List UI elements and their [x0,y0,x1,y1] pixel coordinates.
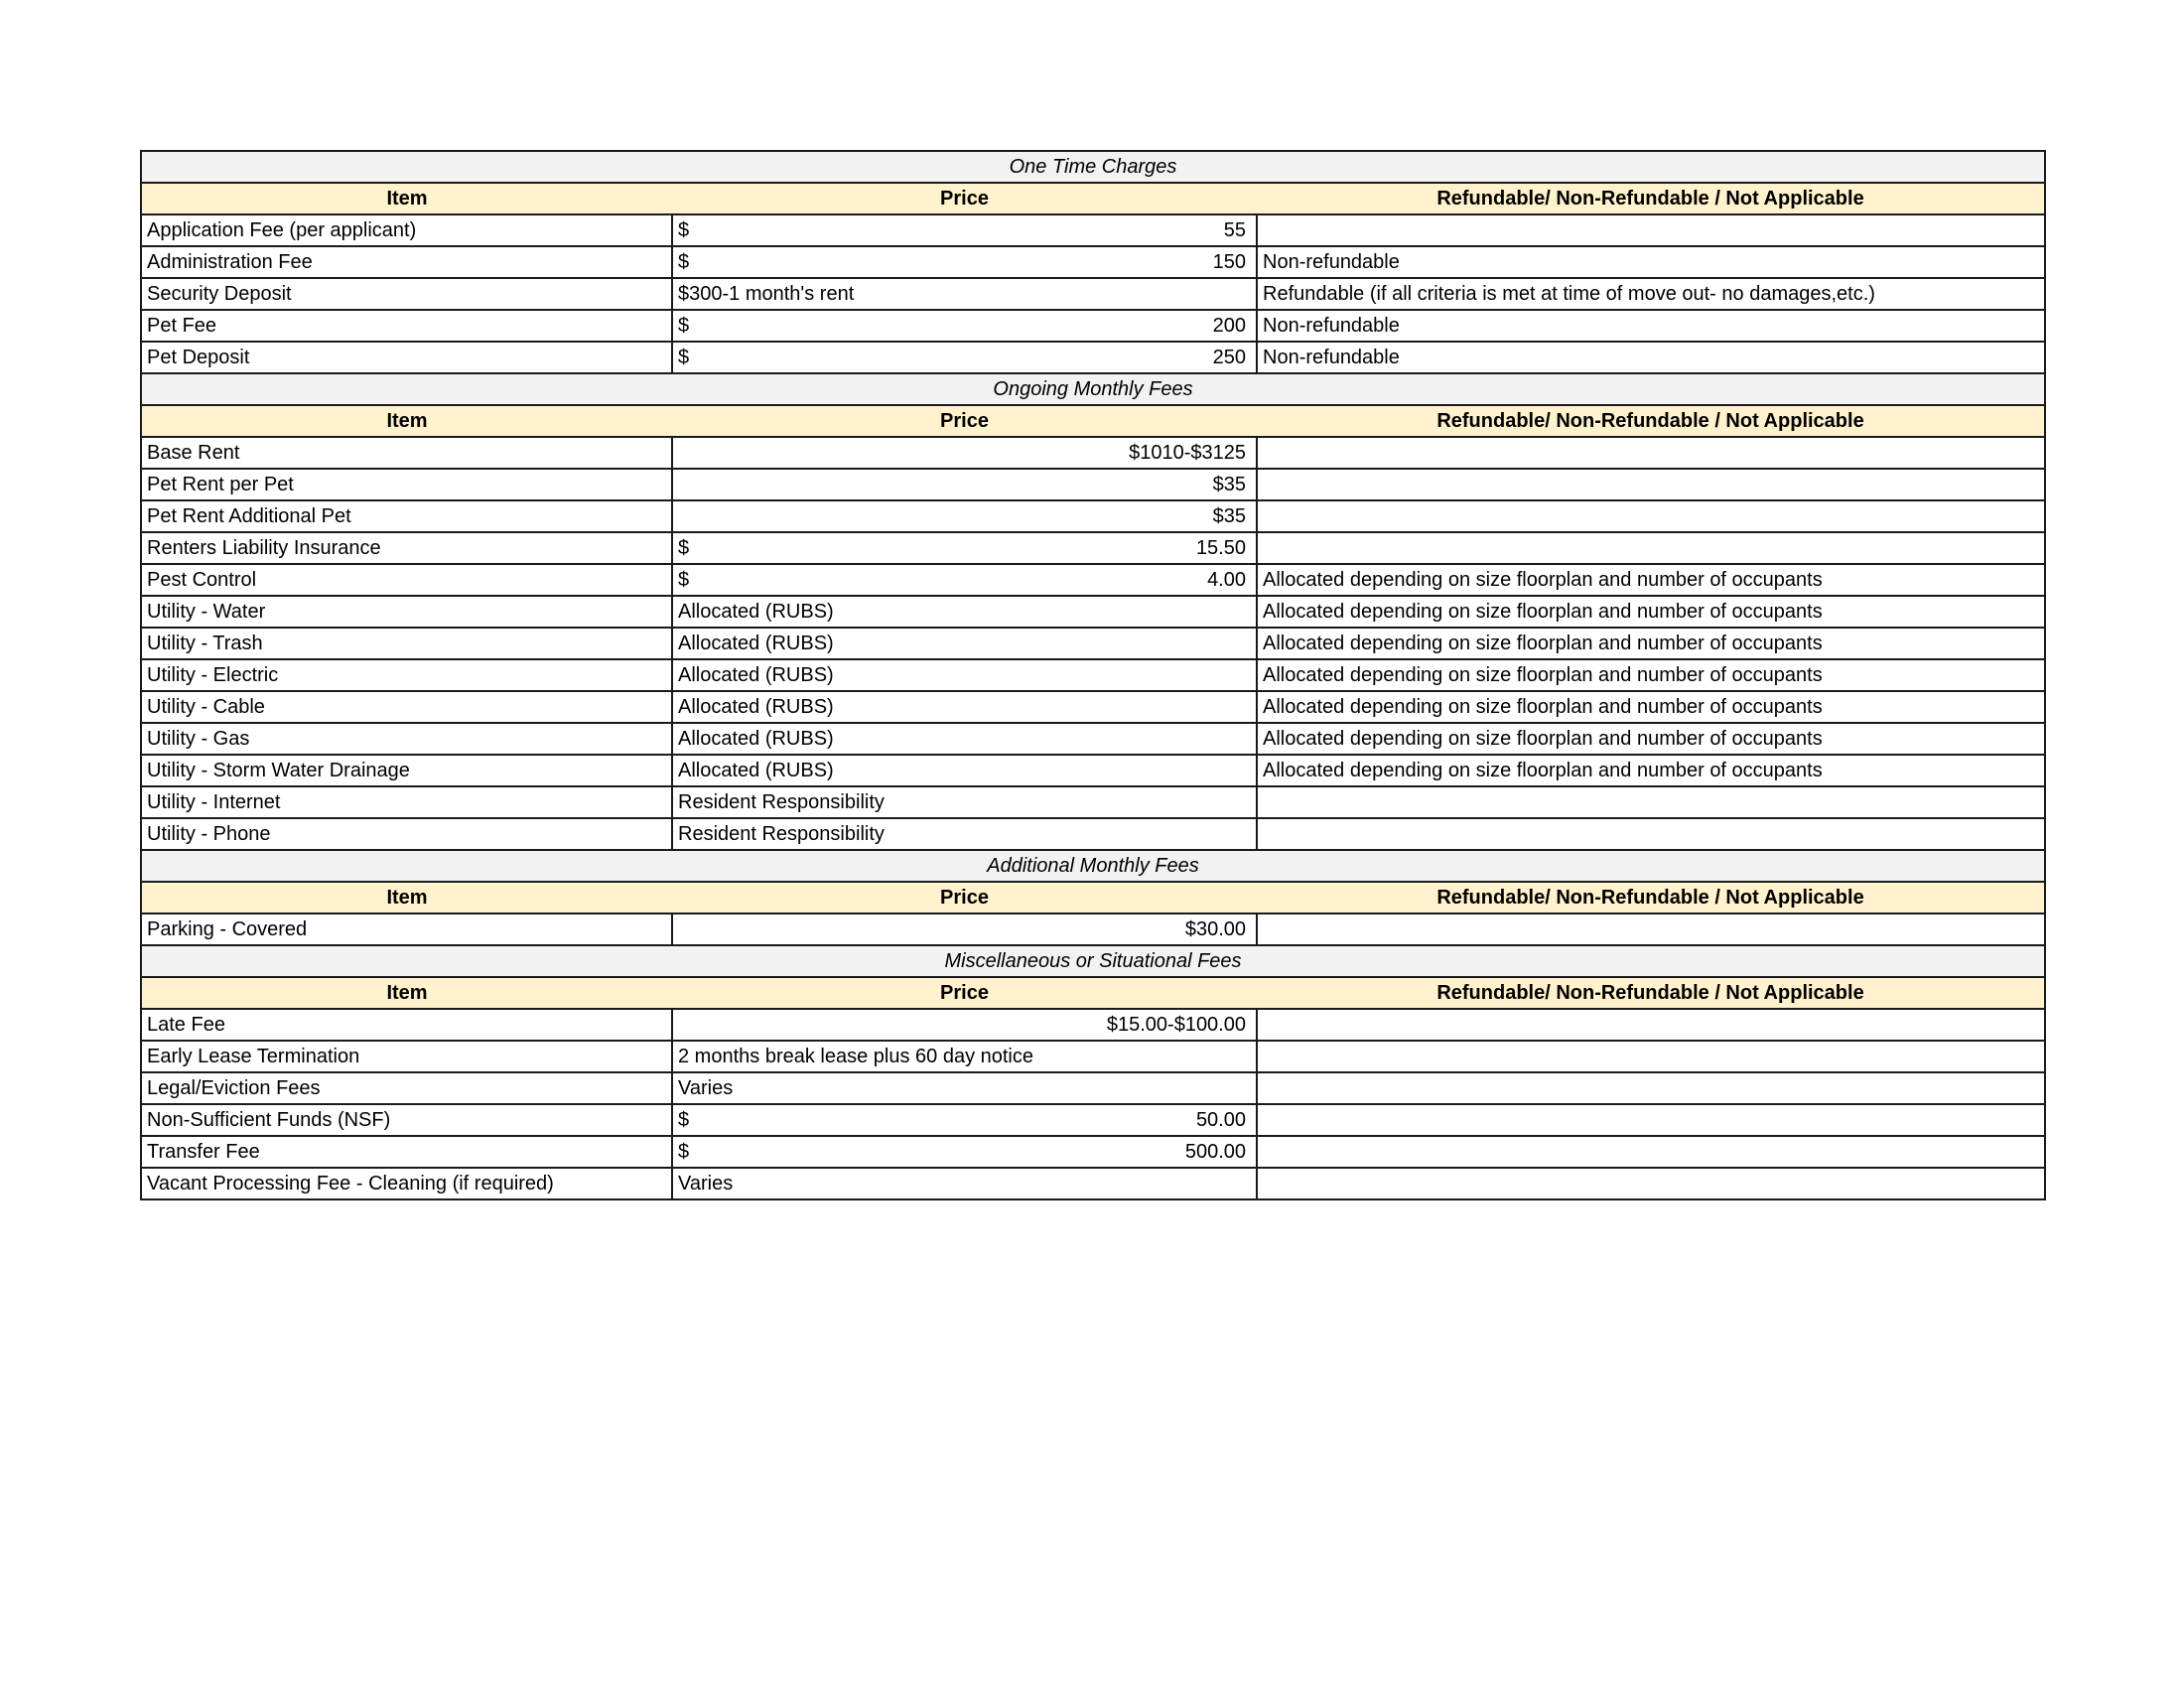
price-amount: $35 [1212,474,1246,495]
price-cell [672,342,1257,373]
price-amount: $1010-$3125 [1129,442,1246,464]
column-header-refund: Refundable/ Non-Refundable / Not Applicable [1257,405,2045,437]
table-row [141,246,2045,278]
price-text: 2 months break lease plus 60 day notice [678,1046,1033,1067]
item-cell: Transfer Fee [141,1136,672,1168]
table-row [141,214,2045,246]
refund-cell: Non-refundable [1257,246,2045,278]
currency-symbol: $ [678,537,690,559]
price-cell [672,1041,1257,1072]
section-title: Miscellaneous or Situational Fees [141,945,2045,977]
item-cell: Utility - Water [141,596,672,628]
table-row [141,723,2045,755]
table-row [141,1072,2045,1104]
section-title: One Time Charges [141,151,2045,183]
table-row [141,914,2045,945]
item-cell: Pet Rent per Pet [141,469,672,500]
fee-schedule-sheet [140,150,2044,1200]
price-text: Allocated (RUBS) [678,664,834,686]
refund-cell [1257,786,2045,818]
refund-cell [1257,500,2045,532]
refund-cell: Non-refundable [1257,310,2045,342]
item-cell: Utility - Gas [141,723,672,755]
refund-cell [1257,1072,2045,1104]
price-cell [672,437,1257,469]
section-title: Additional Monthly Fees [141,850,2045,882]
refund-cell: Refundable (if all criteria is met at time of move out- no damages,etc.) [1257,278,2045,310]
table-row [141,437,2045,469]
price-text: Varies [678,1077,734,1099]
item-cell: Vacant Processing Fee - Cleaning (if required) [141,1168,672,1199]
price-cell [672,532,1257,564]
column-header-refund: Refundable/ Non-Refundable / Not Applicable [1257,882,2045,914]
column-header-price: Price [672,183,1257,214]
price-cell [672,818,1257,850]
price-amount: 4.00 [1207,569,1246,591]
price-cell [672,1072,1257,1104]
fee-schedule-table [140,150,2046,1200]
price-amount: 200 [1212,315,1246,337]
refund-cell [1257,1041,2045,1072]
table-row [141,469,2045,500]
table-row [141,342,2045,373]
column-header-price: Price [672,405,1257,437]
item-cell: Security Deposit [141,278,672,310]
refund-cell [1257,1136,2045,1168]
price-text: Allocated (RUBS) [678,760,834,781]
refund-cell: Allocated depending on size floorplan and number of occupants [1257,755,2045,786]
price-cell [672,469,1257,500]
refund-cell [1257,818,2045,850]
table-row [141,532,2045,564]
item-cell: Renters Liability Insurance [141,532,672,564]
price-text: Allocated (RUBS) [678,601,834,623]
table-row [141,1168,2045,1199]
price-amount: $15.00-$100.00 [1106,1014,1246,1036]
currency-symbol: $ [678,1109,690,1131]
table-row [141,1136,2045,1168]
refund-cell: Allocated depending on size floorplan and number of occupants [1257,691,2045,723]
column-header-row [141,882,2045,914]
price-cell [672,659,1257,691]
table-row [141,659,2045,691]
refund-cell: Allocated depending on size floorplan and number of occupants [1257,596,2045,628]
price-text: Allocated (RUBS) [678,696,834,718]
table-row [141,628,2045,659]
table-row [141,564,2045,596]
price-cell [672,723,1257,755]
column-header-item: Item [141,977,672,1009]
item-cell: Administration Fee [141,246,672,278]
price-amount: 150 [1212,251,1246,273]
price-text: Resident Responsibility [678,791,885,813]
column-header-item: Item [141,405,672,437]
table-row [141,818,2045,850]
table-row [141,500,2045,532]
price-cell [672,755,1257,786]
table-row [141,755,2045,786]
price-cell [672,691,1257,723]
currency-symbol: $ [678,315,690,337]
price-cell [672,310,1257,342]
column-header-item: Item [141,183,672,214]
column-header-refund: Refundable/ Non-Refundable / Not Applicable [1257,977,2045,1009]
item-cell: Early Lease Termination [141,1041,672,1072]
table-row [141,786,2045,818]
price-amount: 500.00 [1184,1141,1246,1163]
item-cell: Utility - Storm Water Drainage [141,755,672,786]
refund-cell [1257,437,2045,469]
table-row [141,278,2045,310]
refund-cell: Allocated depending on size floorplan and number of occupants [1257,628,2045,659]
refund-cell [1257,469,2045,500]
price-cell [672,628,1257,659]
section-title-row [141,850,2045,882]
item-cell: Non-Sufficient Funds (NSF) [141,1104,672,1136]
item-cell: Pet Deposit [141,342,672,373]
table-row [141,1009,2045,1041]
price-amount: 15.50 [1195,537,1246,559]
item-cell: Application Fee (per applicant) [141,214,672,246]
item-cell: Utility - Electric [141,659,672,691]
section-title: Ongoing Monthly Fees [141,373,2045,405]
refund-cell: Allocated depending on size floorplan and number of occupants [1257,723,2045,755]
currency-symbol: $ [678,219,690,241]
item-cell: Utility - Internet [141,786,672,818]
price-cell [672,564,1257,596]
refund-cell [1257,1168,2045,1199]
item-cell: Legal/Eviction Fees [141,1072,672,1104]
item-cell: Utility - Cable [141,691,672,723]
section-title-row [141,373,2045,405]
currency-symbol: $ [678,251,690,273]
price-cell [672,1104,1257,1136]
price-cell [672,1009,1257,1041]
price-cell [672,278,1257,310]
item-cell: Pet Rent Additional Pet [141,500,672,532]
price-cell [672,914,1257,945]
price-amount: $35 [1212,505,1246,527]
price-amount: $30.00 [1184,918,1246,940]
price-cell [672,214,1257,246]
price-cell [672,1136,1257,1168]
price-cell [672,786,1257,818]
refund-cell: Allocated depending on size floorplan and number of occupants [1257,564,2045,596]
price-amount: 55 [1223,219,1246,241]
column-header-row [141,977,2045,1009]
table-row [141,1041,2045,1072]
refund-cell [1257,1104,2045,1136]
price-text: Resident Responsibility [678,823,885,845]
item-cell: Utility - Phone [141,818,672,850]
refund-cell: Allocated depending on size floorplan and number of occupants [1257,659,2045,691]
column-header-refund: Refundable/ Non-Refundable / Not Applicable [1257,183,2045,214]
table-row [141,596,2045,628]
table-row [141,310,2045,342]
price-text: $300-1 month's rent [678,283,855,305]
section-title-row [141,151,2045,183]
price-cell [672,1168,1257,1199]
column-header-price: Price [672,882,1257,914]
table-row [141,1104,2045,1136]
price-amount: 250 [1212,347,1246,368]
section-title-row [141,945,2045,977]
table-row [141,691,2045,723]
item-cell: Pet Fee [141,310,672,342]
item-cell: Late Fee [141,1009,672,1041]
price-text: Allocated (RUBS) [678,633,834,654]
item-cell: Base Rent [141,437,672,469]
price-cell [672,596,1257,628]
price-amount: 50.00 [1195,1109,1246,1131]
price-text: Allocated (RUBS) [678,728,834,750]
refund-cell [1257,914,2045,945]
column-header-price: Price [672,977,1257,1009]
refund-cell [1257,214,2045,246]
price-text: Varies [678,1173,734,1195]
item-cell: Pest Control [141,564,672,596]
refund-cell: Non-refundable [1257,342,2045,373]
price-cell [672,246,1257,278]
item-cell: Utility - Trash [141,628,672,659]
column-header-row [141,405,2045,437]
item-cell: Parking - Covered [141,914,672,945]
column-header-item: Item [141,882,672,914]
currency-symbol: $ [678,1141,690,1163]
refund-cell [1257,1009,2045,1041]
refund-cell [1257,532,2045,564]
price-cell [672,500,1257,532]
currency-symbol: $ [678,347,690,368]
currency-symbol: $ [678,569,690,591]
column-header-row [141,183,2045,214]
